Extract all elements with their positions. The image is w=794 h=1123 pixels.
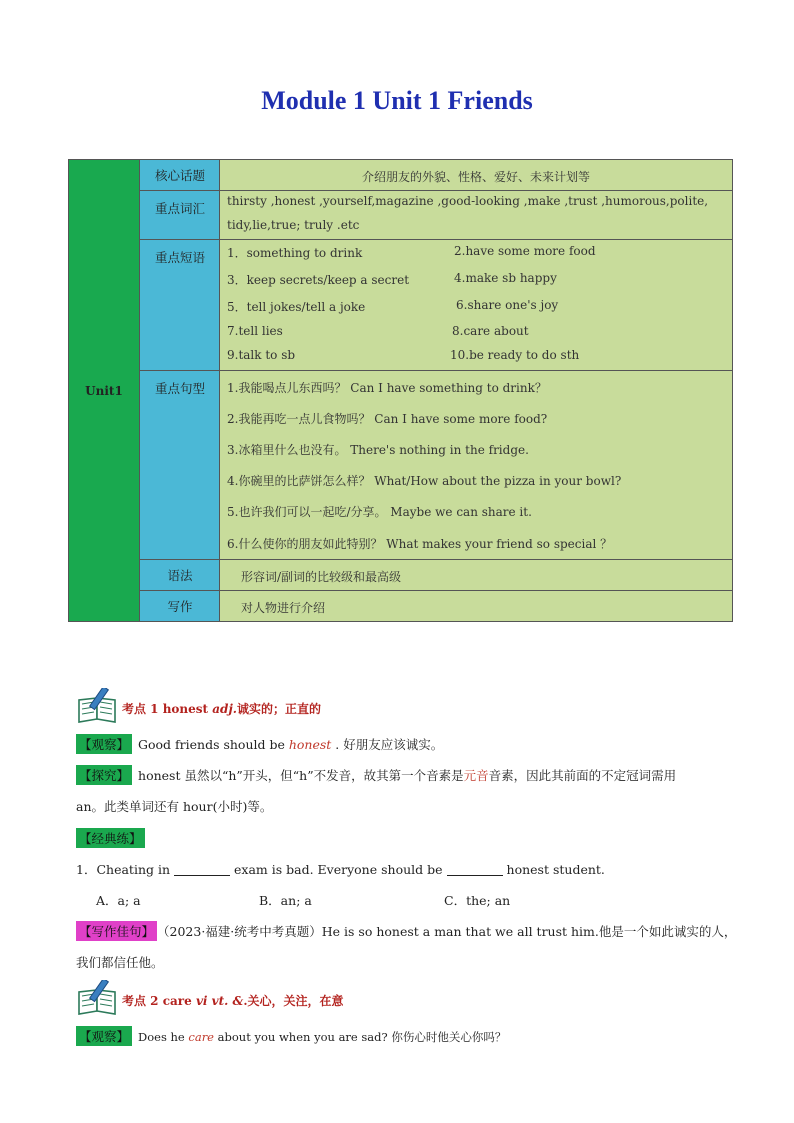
key-point-title: 考点 1 honest adj.诚实的；正直的 [122,702,321,716]
observe-line: 【观察】 Does he care about you when you are sad? 你伤心时他关心你吗？ [76,1026,506,1046]
row-topic [140,160,732,191]
sentence-item: 5.也许我们可以一起吃/分享。 Maybe we can share it. [227,505,532,519]
row-writing [140,591,732,621]
highlight-word: care [188,1030,214,1044]
practice-tag: 【经典练】 [76,828,145,848]
answer-blank[interactable] [174,875,230,876]
option-c[interactable]: C．the; an [444,893,511,908]
practice-line [76,828,151,848]
phrase-item: 5．tell jokes/tell a joke [227,300,366,314]
row-grammar [140,560,732,591]
explore-tag: 【探究】 [76,765,132,785]
question-1: 1．Cheating in exam is bad. Everyone should be honest student. [76,862,605,877]
writing-line: 【写作佳句】 （2023·福建·统考中考真题）He is so honest a man that we all trust him.他是一个如此诚实的人， [76,921,736,941]
row-label: 语法 [167,568,193,583]
row-phrases [140,240,732,371]
row-label: 核心话题 [154,168,205,183]
highlight-word: honest [288,737,332,752]
sentence-item: 3.冰箱里什么也没有。 There's nothing in the fridge. [227,443,529,457]
phrase-item: 2.have some more food [454,244,596,258]
phrase-item: 9.talk to sb [227,348,296,362]
open-book-pencil-icon [76,688,118,724]
sentence-item: 6.什么使你的朋友如此特别？ What makes your friend so special ？ [227,537,613,551]
row-label: 写作 [167,599,193,614]
phrase-item: 1．something to drink [227,246,363,260]
phrase-item: 3．keep secrets/keep a secret [227,273,410,287]
writing-line-2: 我们都信任他。 [76,955,164,970]
answer-blank[interactable] [447,875,503,876]
phrase-item: 8.care about [452,324,529,338]
observe-tag: 【观察】 [76,1026,132,1046]
writing-tag: 【写作佳句】 [76,921,157,941]
row-vocab [140,191,732,240]
row-sentences [140,371,732,560]
observe-line: 【观察】 Good friends should be honest . 好朋友应该诚实。 [76,734,443,754]
open-book-pencil-icon [76,980,118,1016]
sentence-item: 1.我能喝点儿东西吗？ Can I have something to drink？ [227,381,547,395]
sentence-item: 4.你碗里的比萨饼怎么样？ What/How about the pizza in your bowl? [227,474,622,488]
phrase-item: 4.make sb happy [454,271,557,285]
sentence-item: 2.我能再吃一点儿食物吗？ Can I have some more food? [227,412,548,426]
grammar-text: 形容词/副词的比较级和最高级 [241,570,402,584]
key-point-title: 考点 2 care vi vt. &.关心，关注，在意 [122,994,344,1008]
option-a[interactable]: A．a; a [96,893,141,908]
writing-text: 对人物进行介绍 [241,601,326,615]
topic-text: 介绍朋友的外貌、性格、爱好、未来计划等 [361,170,590,184]
unit-label: Unit1 [69,160,140,621]
row-label: 重点词汇 [154,201,205,216]
option-b[interactable]: B．an; a [259,893,312,908]
observe-tag: 【观察】 [76,734,132,754]
phrase-item: 10.be ready to do sth [450,348,580,362]
page-title: Module 1 Unit 1 Friends [261,86,533,115]
explore-line-2: an。此类单词还有 hour(小时)等。 [76,799,273,814]
explore-line: 【探究】 honest 虽然以“h”开头，但“h”不发音，故其第一个音素是元音音素，因此其前面的不定冠词需用 [76,765,676,785]
phrase-item: 6.share one's joy [456,298,559,312]
row-label: 重点短语 [154,250,205,265]
phrase-item: 7.tell lies [227,324,283,338]
row-label: 重点句型 [154,381,205,396]
vocab-line: tidy,lie,true; truly .etc [227,218,360,232]
summary-table [68,159,733,622]
vocab-line: thirsty ,honest ,yourself,magazine ,good-looking ,make ,trust ,humorous,polite, [227,194,709,208]
